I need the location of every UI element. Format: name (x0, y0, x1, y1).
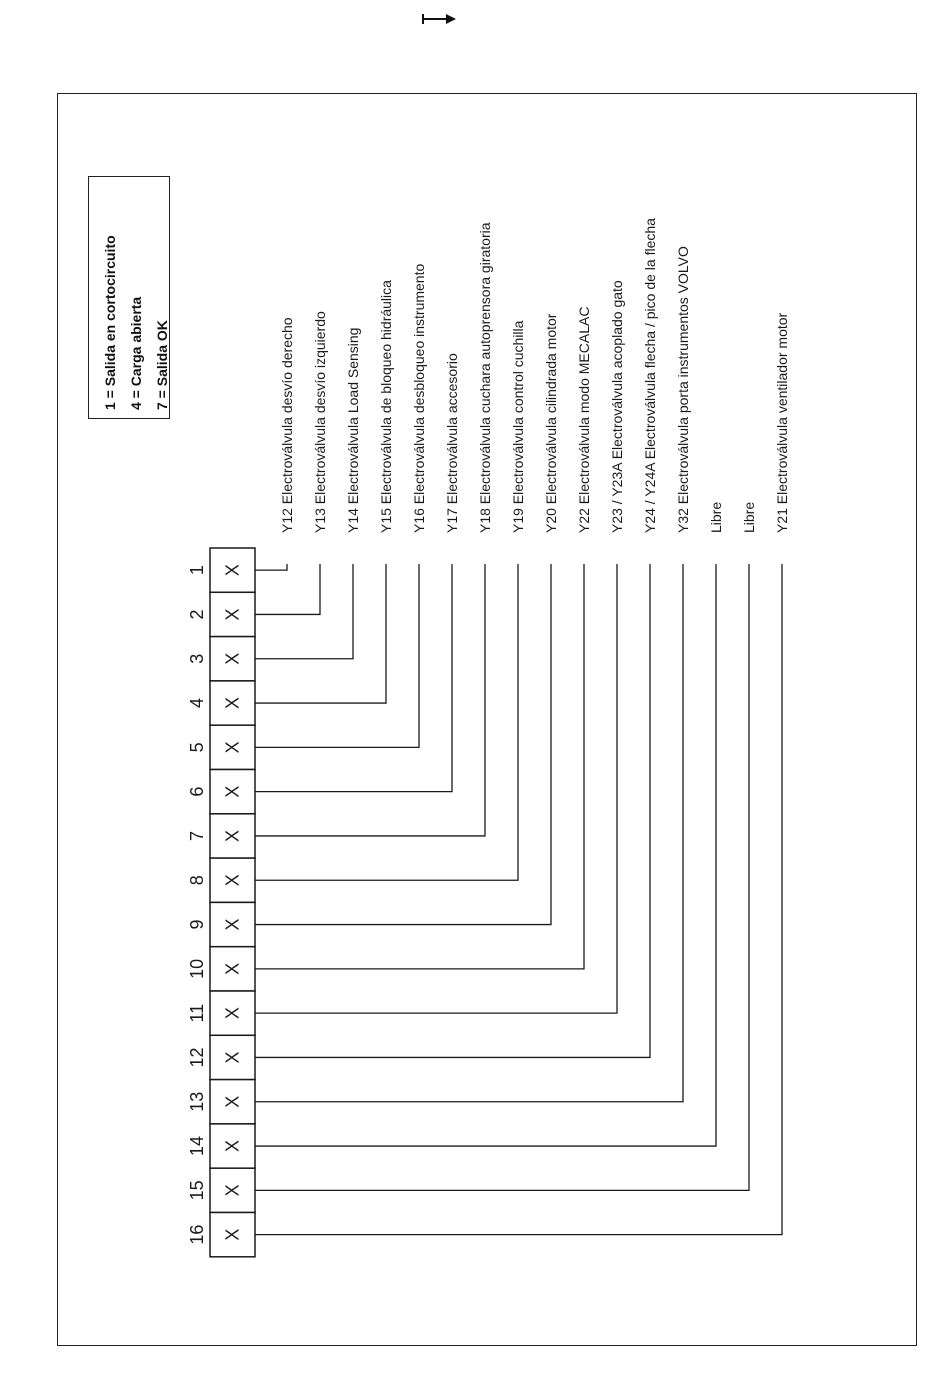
pin-signal-label: Y22 Electroválvula modo MECALAC (576, 306, 592, 533)
pin-number: 15 (187, 1180, 207, 1201)
pin-number: 14 (187, 1136, 207, 1157)
legend-entry-open-load: 4 = Carga abierta (128, 296, 144, 410)
pin-number: 10 (187, 958, 207, 979)
pin-signal-label: Libre (708, 501, 724, 533)
pin-signal-label: Y18 Electroválvula cuchara autoprensora giratoria (477, 222, 493, 533)
pin-signal-label: Y19 Electroválvula control cuchilla (510, 320, 526, 533)
pin-x-mark: X (222, 652, 243, 665)
pin-x-mark: X (222, 785, 243, 798)
pin-x-mark: X (222, 741, 243, 754)
pin-number: 4 (187, 698, 207, 709)
pin-number: 11 (187, 1003, 207, 1023)
pin-signal-label: Y32 Electroválvula porta instrumentos VOLVO (675, 246, 691, 533)
pin-x-mark: X (222, 1007, 243, 1020)
pin-number: 2 (187, 609, 207, 620)
pin-number: 13 (187, 1091, 207, 1112)
pin-x-mark: X (222, 697, 243, 710)
pin-x-mark: X (222, 918, 243, 931)
pin-signal-label: Y13 Electroválvula desvío izquierdo (312, 311, 328, 533)
wire-line (255, 564, 551, 925)
pin-signal-label: Y21 Electroválvula ventilador motor (774, 312, 790, 533)
wire-line (255, 564, 485, 836)
wire-line (255, 564, 419, 747)
pin-signal-label: Y24 / Y24A Electroválvula flecha / pico de la flecha (642, 218, 658, 533)
pin-number: 8 (187, 875, 207, 886)
pin-x-mark: X (222, 1095, 243, 1108)
pin-x-mark: X (222, 608, 243, 621)
pin-signal-label: Y15 Electroválvula de bloqueo hidráulica (378, 280, 394, 533)
connector-block (187, 548, 255, 1257)
pin-signal-label: Y20 Electroválvula cilindrada motor (543, 313, 559, 533)
pin-x-mark: X (222, 1051, 243, 1064)
legend-entry-short-circuit: 1 = Salida en cortocircuito (102, 235, 118, 410)
wire-line (255, 564, 287, 570)
pin-signal-label: Libre (741, 501, 757, 533)
wire-line (255, 564, 617, 1013)
pin-number: 7 (187, 830, 207, 841)
pin-x-mark: X (222, 1140, 243, 1153)
pin-x-mark: X (222, 962, 243, 975)
pin-number: 1 (187, 565, 207, 576)
legend-entry-output-ok: 7 = Salida OK (154, 320, 170, 410)
pin-signal-label: Y17 Electroválvula accesorio (444, 353, 460, 533)
wire-line (255, 564, 353, 659)
pin-x-mark: X (222, 829, 243, 842)
pin-signal-label: Y23 / Y23A Electroválvula acoplado gato (609, 280, 625, 533)
pin-x-mark: X (222, 564, 243, 577)
pin-x-mark: X (222, 1228, 243, 1241)
pin-x-mark: X (222, 1184, 243, 1197)
wire-line (255, 564, 683, 1102)
pin-number: 3 (187, 653, 207, 664)
pin-number: 9 (187, 919, 207, 930)
pin-signal-label: Y14 Electroválvula Load Sensing (345, 327, 361, 533)
wire-line (255, 564, 749, 1190)
pin-number: 5 (187, 742, 207, 753)
pin-number: 12 (187, 1047, 207, 1068)
wire-line (255, 564, 320, 614)
pin-signal-label: Y12 Electroválvula desvío derecho (279, 317, 295, 533)
wiring-lines (255, 218, 790, 1235)
pin-number: 6 (187, 786, 207, 797)
pin-number: 16 (187, 1224, 207, 1245)
pin-x-mark: X (222, 874, 243, 887)
pin-signal-label: Y16 Electroválvula desbloqueo instrumento (411, 263, 427, 533)
